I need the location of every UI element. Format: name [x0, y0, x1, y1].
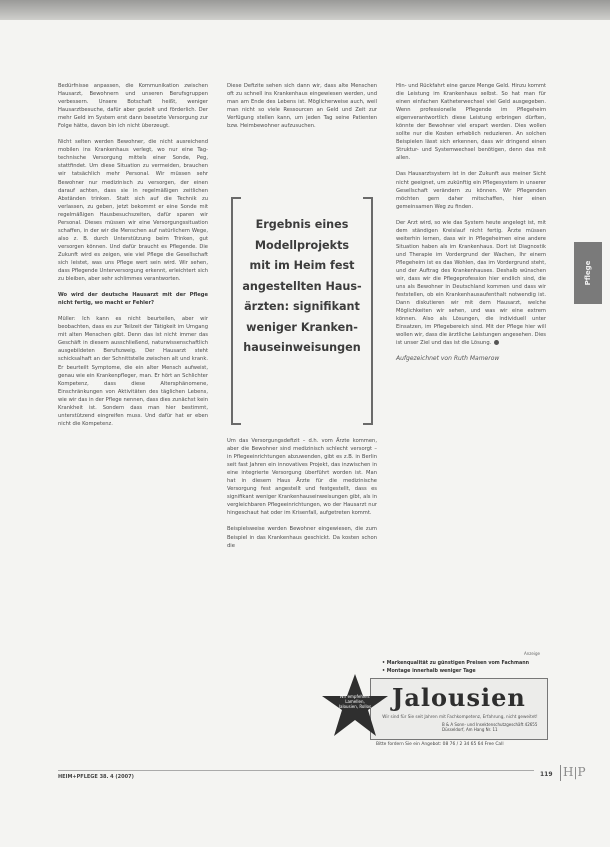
pull-quote-line: mit im Heim fest [249, 259, 355, 272]
journal-logo: H|P [560, 765, 585, 781]
text-column-2-lower [227, 437, 377, 558]
paragraph [396, 219, 546, 348]
page-number: 119 [540, 771, 553, 778]
bracket-right [363, 197, 373, 425]
paragraph: Nicht selten werden Bewohner, die nicht ausreichend mobilen ins Krankenhaus verlegt, wo nur eine Tag- technische Versorgung mittels einer Sonde, Peg, stattfindet. Um diese Situation zu vermeiden, brauchen wir tatsächlich mehr Personal. Wir müssen sehr Bewohner nur medizinisch zu versorgen, der einen darauf achten, dass sie in regelmäßigen zeitlichen Abständen trinken. Statt sich auf die Technik zu verlassen, zu geben, jetzt bekommt er eine Sonde mit regelmäßigen Hausbesuchszeiten, dafür sparen wir Personal. Dieses müssen wir eine Versorgungssituation schaffen, in der wir die Menschen auf natürlichem Wege, also z. B. durch Unterstützung beim Trinken, gut versorgen können. Und dafür braucht es Pflegende. Die Zukunft wird es zeigen, wie viel Pflege die Gesellschaft sich leistet, was uns Pflege wert sein wird. Wir sehen, dass Pflegende Unterversorgung erkennt, erleichtert sich zu bleiben, aber sehr schlimmes verantworten. [58, 139, 208, 283]
pull-quote-line: weniger Kranken- [246, 320, 358, 334]
ad-label: Anzeige [524, 651, 540, 656]
section-tab [574, 242, 602, 304]
author-credit: Aufgezeichnet von Ruth Mamerow [396, 355, 500, 363]
section-tab-label: Pflege [584, 260, 592, 286]
pull-quote-line: Modellprojekts [254, 238, 350, 252]
ad-subtitle: Wir sind für Sie seit Jahren mit Fachkompetenz, Erfahrung, nicht geweitet! [382, 714, 538, 719]
paragraph-text: Der Arzt wird, so wie das System heute angelegt ist, mit dem ständigen Kreislauf nicht fertig. Ärzte müssen weiterhin lernen, dass wir in Pflegeheimen eine andere Situation haben als im Krankenhaus. Dort ist Diagnostik und Therapie im Vordergrund der Wachen, Ihr einem Pflegeheim ist es das Wohlen, das im Vordergrund steht, und der Auftrag des Krankenhauses. Deshalb wünschen wir, dass wir die Pflegeprofession hier endlich sind, die uns als Bewohner in Deutschland kommen und dass wir feststellen, ob ein Krankenhausaufenthalt notwendig ist. Dann diskutieren wir mit dem Hausarzt, welche Möglichkeiten wir sehen, und was wir eine extrem können. Also als Lösungen, die individuell unter Einsatzen, im Pflegebereich sind. Mit der Pflege hier will wollen wir, dass die ärztliche Leistungen angesehen. Dies ist unser Ziel und das ist die Lösung. [396, 219, 546, 347]
pull-quote-line: hauseinweisungen [243, 341, 361, 354]
bracket-left [231, 197, 241, 425]
ad-title: Jalousien [392, 683, 526, 712]
ad-bullet: • Markenqualität zu günstigen Preisen vom Fachmann [382, 661, 530, 666]
footer-journal: HEIM+PFLEGE 38. 4 (2007) [58, 774, 134, 780]
text-column-1 [58, 82, 208, 436]
ad-address: B & A Sonn- und Insektenschutzgeschäft 42655 Düsseldorf, Am Hang Nr. 11 [442, 722, 538, 732]
paragraph: Das Hausarztsystem ist in der Zukunft aus meiner Sicht nicht geeignet, um zukünftig ein Pflegesystem in unserer Gesellschaft verändern zu können. Wir Pflegenden möchten gern daher mitschaffen, hier einen gemeinsamen Weg zu finden. [396, 171, 546, 210]
text-column-3 [396, 82, 546, 372]
paragraph: Um das Versorgungsdefizit – d.h. vom Ärzte kommen, aber die Bewohner sind medizinisch schlecht versorgt – in Pflegeeinrichtungen abzuwenden, gibt es z.B. in Berlin seit fast Jahren ein innovatives Projekt, das inzwischen in eine integrierte Versorgung überführt worden ist. Man hat in diesem Haus Ärzte für die medizinische Versorgung fest angestellt und festgestellt, dass es signifikant weniger Krankenhauseinweisungen gibt, als in vergleichbaren Pflegeeinrichtungen, wo der Hausarzt nur hingeschaut hat oder im Krisenfall, aufgetreten kommt. [227, 438, 377, 517]
jalousien-advertisement [318, 660, 548, 750]
paragraph: Hin- und Rückfahrt eine ganze Menge Geld. Hinzu kommt die Leistung im Krankenhaus selbst. So hat man für einen einfachen Katheterwechsel viel Geld ausgegeben. Wenn professionelle Pflegende im Pflegeheim eigenverantwortlich diese Leistung erbringen dürften, könnte der Bewohner viel erspart werden. Dies wollen sollte nur die Kosten erheblich reduzieren. An solchen Beispielen lässt sich erkennen, dass wir dringend einen Struktur- und Systemwechsel benötigen, denn das mit allen. [396, 83, 546, 162]
star-badge-text: Wir empfehlen: Lamellen, Jalousien, Rollos [338, 694, 372, 709]
pull-quote-line: ärzten: signifikant [244, 300, 360, 313]
ad-contact: Bitte fordern Sie ein Angebot: 08 76 / 2 34 65 64 Free Call [376, 742, 504, 747]
ad-bullet: • Montage innerhalb weniger Tage [382, 669, 476, 674]
scan-shadow-band [0, 0, 610, 20]
ad-bullets [382, 660, 548, 676]
pull-quote-text [241, 215, 363, 359]
pull-quote-line: angestellten Haus- [242, 279, 362, 293]
paragraph: Diese Defizite sehen sich dann wir, dass alte Menschen oft zu schnell ins Krankenhaus eingewiesen werden, und man am Ende des Lebens ist. Möglicherweise auch, weil man nicht so viele Ressourcen an Geld und Zeit zur Verfügung stellen kann, um jeden Tag seine Patienten bzw. Heimbewohner aufzusuchen. [227, 83, 377, 130]
end-mark-icon [494, 340, 499, 345]
paragraph: Bedürfnisse anpassen, die Kommunikation zwischen Hausarzt, Bewohnern und unseren Berufsgruppen verbessern. Unsere Botschaft heißt, weniger Hausarztbesuche, dafür aber gezielt und förderlich. Der mehr Geld im System erst dann besetzte Versorgung zur Folge hätte, davon bin ich nicht überzeugt. [58, 83, 208, 130]
pull-quote-line: Ergebnis eines [255, 218, 349, 231]
footer-rule [58, 770, 534, 771]
interview-question: Wo wird der deutsche Hausarzt mit der Pflege nicht fertig, wo macht er Fehler? [58, 292, 208, 307]
paragraph: Beispielsweise werden Bewohner eingewiesen, die zum Beispiel in das Krankenhaus geschickt. Da kosten schon die [227, 526, 377, 549]
paragraph: Müller: Ich kann es nicht beurteilen, aber wir beobachten, dass es zur Teilzeit der Tätigkeit im Umgang mit alten Menschen gibt. Denn das ist nicht immer das Geschäft in diesem ausschließend, naturwissenschaftlich ausgebildeten Berufszweig. Der Hausarzt steht schicksalhaft an der Schnittstelle zwischen alt und krank. Er beurteilt Symptome, die ein alter Mensch aufweist, genau wie ein Krankenpfleger, man. Er hört an Schlichter Kompetenz, dass diese Altersphänomene, Einschränkungen von Aktivitäten des täglichen Lebens, wie wir das in der Pflege nennen, dass dies zunächst kein Krankheit ist. Sondern dass man hier bestimmt, unterstützend eingreifen muss. Und dafür hat er eben nicht die Kompetenz. [58, 316, 208, 427]
text-column-2-upper [227, 82, 377, 138]
pull-quote [227, 197, 377, 421]
